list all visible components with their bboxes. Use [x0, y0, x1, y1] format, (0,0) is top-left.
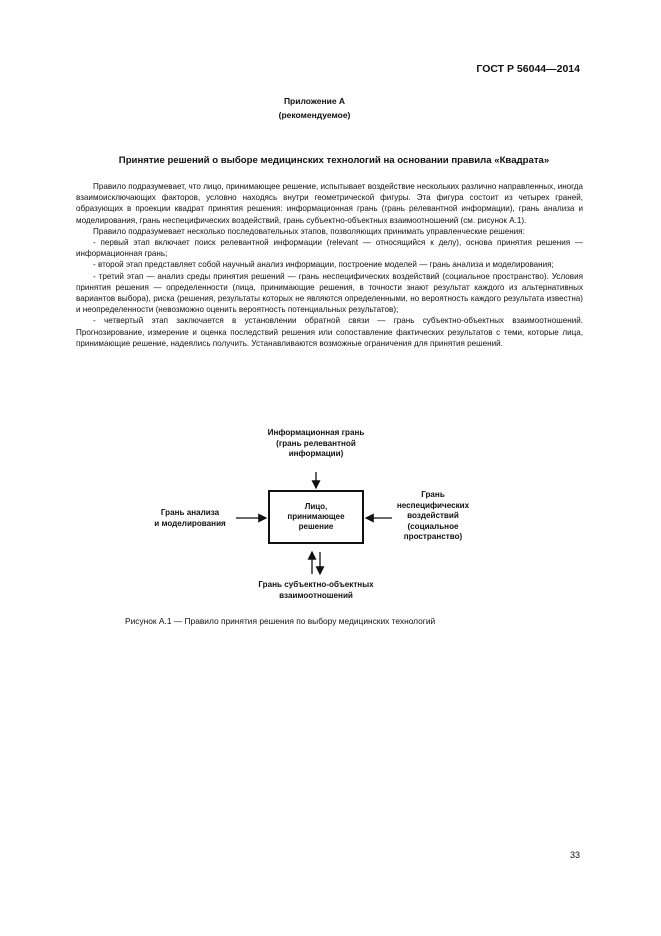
list-item: - третий этап — анализ среды принятия решений — грань неспецифических воздействий (социальное пространство). Условия принятия решения — определенности (лица, принимающие решения, в точности знают результат каждого из альтернативных вариантов выбора), риска (решения, результаты которых не являются определенными, но вероятность каждого результата известна) и неопределенности (невозможно оценить вероятность потенциальных результатов); [76, 271, 583, 315]
list-item: - первый этап включает поиск релевантной информации (relevant — относящийся к делу), основа принятия решения — информационная грань; [76, 238, 583, 259]
section-title: Принятие решений о выборе медицинских технологий на основании правила «Квадрата» [118, 155, 550, 166]
left-label: Грань анализа и моделирования [154, 508, 226, 528]
decision-square-figure [140, 428, 500, 608]
appendix-note: (рекомендуемое) [278, 110, 351, 120]
list-item: - четвертый этап заключается в установлении обратной связи — грань субъектно-объектных взаимоотношений. Прогнозирование, измерение и оценка последствий решения или сопоставление фактических результатов с теми, которые лица, принимающие решение, надеялись получить. Устанавливаются возможные ограничения для принятия решений. [76, 316, 583, 348]
right-label: Грань неспецифических воздействий (социальное пространство) [396, 490, 470, 541]
paragraph: Правило подразумевает, что лицо, принимающее решение, испытывает воздействие нескольких различно направленных, иногда взаимоисключающих факторов, условно находясь внутри геометрической фигуры. Эта фигура состоит из четырех граней, образующих в проекции квадрат принятия решения: информационная грань (грань релевантной информации), грань анализа и моделирования, грань неспецифических воздействий, грань субъектно-объектных взаимоотношений (см. рисунок А.1). [76, 182, 583, 225]
bottom-label: Грань субъектно-объектных взаимоотношений [258, 580, 374, 600]
paragraph: Правило подразумевает несколько последовательных этапов, позволяющих принимать управленческие решения: [93, 226, 525, 236]
body-text [76, 181, 583, 349]
appendix-heading [0, 94, 629, 122]
decision-maker-box: Лицо, принимающее решение [268, 490, 364, 544]
figure-caption: Рисунок А.1 — Правило принятия решения по выбору медицинских технологий [125, 616, 436, 626]
page-number: 33 [569, 850, 580, 860]
top-label: Информационная грань (грань релевантной информации) [267, 428, 365, 458]
standard-number: ГОСТ Р 56044—2014 [476, 63, 580, 75]
list-item: - второй этап представляет собой научный анализ информации, построение моделей — грань анализа и моделирования; [93, 260, 554, 270]
appendix-label: Приложение А [283, 96, 346, 106]
